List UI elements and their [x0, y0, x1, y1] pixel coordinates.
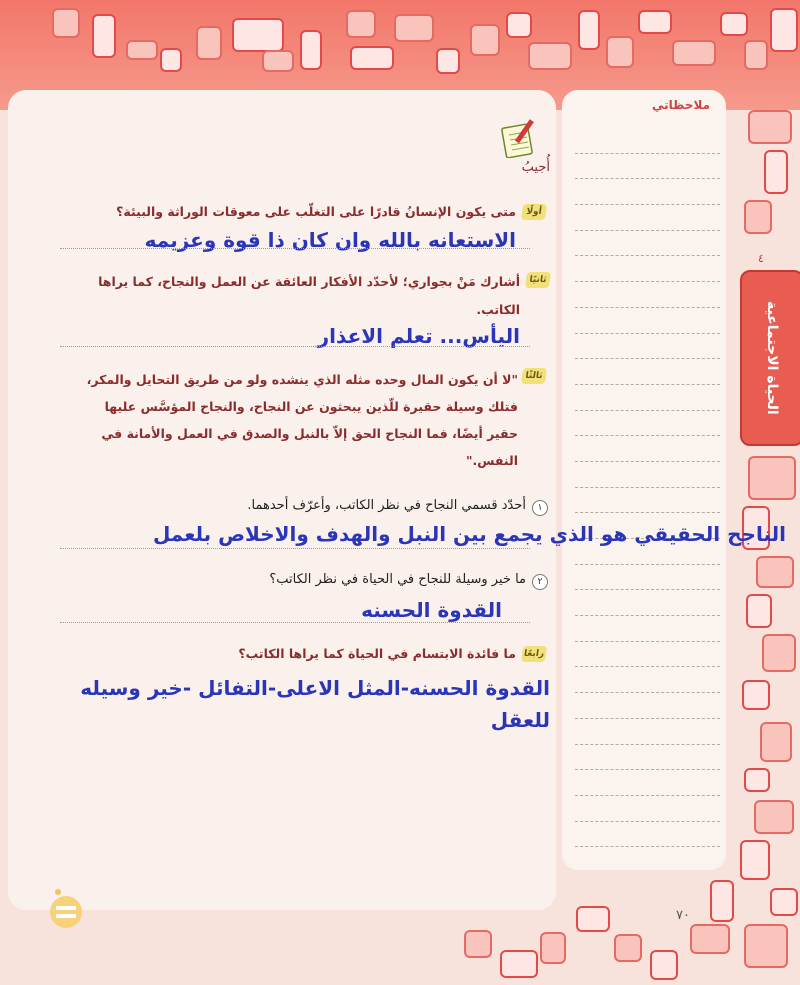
- page-number: ٧٠: [676, 908, 690, 923]
- q3-badge: ثالثًا: [521, 368, 547, 384]
- section-title: أُجيبُ: [521, 160, 550, 175]
- answer-line: [60, 346, 530, 347]
- unit-tab-label: الحياة الاجتماعية: [764, 301, 780, 415]
- q4-answer-line1: القدوة الحسنه-المثل الاعلى-التفائل -خير وسيله: [80, 676, 550, 700]
- sub2-answer: القدوة الحسنه: [361, 598, 502, 622]
- q3-quote-line: فتلك وسيلة حقيرة للّذين يبحثون عن النجاح، والنجاح المؤسَّس عليها: [104, 399, 518, 414]
- publisher-logo-icon: [46, 886, 86, 930]
- sub1-question: أحدّد قسمي النجاح في نظر الكاتب، وأعرّف أحدهما.: [247, 498, 526, 513]
- q3-quote-line: النفس.": [465, 453, 518, 468]
- q3-quote-line: "لا أن يكون المال وحده مثله الذي ينشده ولو من طريق التحايل والمكر،: [86, 372, 518, 387]
- sub2-question: ما خير وسيلة للنجاح في الحياة في نظر الكاتب؟: [269, 572, 526, 587]
- notes-title: ملاحظاتي: [651, 98, 710, 112]
- q3-quote-line: حقير أيضًا، فما النجاح الحق إلاّ بالنبل والصدق في العمل والأمانة في: [101, 426, 518, 441]
- q2-question-line1: أشارك مَنْ بجواري؛ لأحدّد الأفكار العائقة عن العمل والنجاح، كما يراها: [98, 274, 520, 289]
- notes-lines: [575, 128, 720, 847]
- q2-answer: اليأس... تعلم الاعذار: [317, 324, 520, 348]
- q2-question-line2: الكاتب.: [476, 302, 520, 317]
- q3-quote: [40, 366, 518, 474]
- answer-line: [60, 622, 530, 623]
- q1-answer: الاستعانه بالله وان كان ذا قوة وعزيمه: [144, 228, 516, 252]
- unit-tab: [740, 270, 800, 446]
- q4-question: ما فائدة الابتسام في الحياة كما يراها الكاتب؟: [238, 646, 516, 661]
- q4-answer-line2: للعقل: [490, 708, 550, 732]
- unit-number: ٤: [758, 252, 764, 265]
- answer-line: [60, 248, 530, 249]
- q1-badge: أولًا: [521, 204, 547, 220]
- sub2-number: ٢: [532, 574, 548, 590]
- sub1-number: ١: [532, 500, 548, 516]
- notebook-pencil-icon: [500, 118, 538, 158]
- answer-line: [60, 548, 530, 549]
- q2-badge: ثانيًا: [525, 272, 551, 288]
- q4-badge: رابعًا: [521, 646, 547, 662]
- q1-question: متى يكون الإنسانُ قادرًا على التغلّب على معوقات الوراثة والبيئة؟: [116, 204, 516, 219]
- sub1-answer: الناجح الحقيقي هو الذي يجمع بين النبل والهدف والاخلاص بلعمل: [152, 522, 786, 546]
